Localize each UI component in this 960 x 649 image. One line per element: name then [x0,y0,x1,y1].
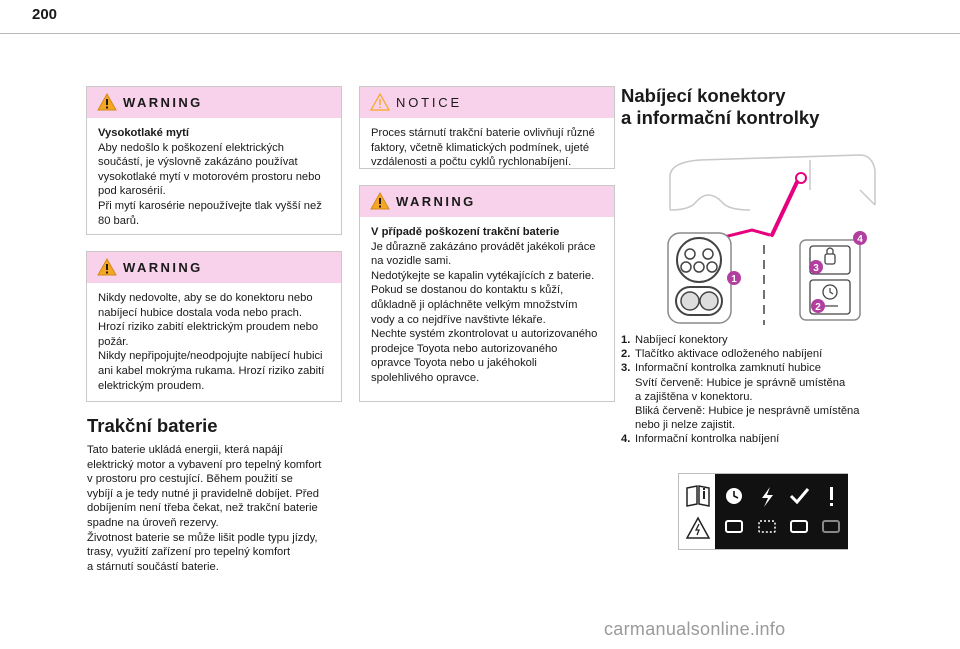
traction-battery-text [87,443,347,574]
heading-line: a informační kontrolky [621,107,820,128]
text-line: faktory, včetně klimatických podmínek, ujeté [371,141,590,154]
list-subtext: nebo ji nelze zajistit. [635,419,736,432]
warning-header [87,252,341,283]
text-line: opravce Toyota nebo u jakéhokoli [371,357,537,370]
text-line: Tato baterie ukládá energii, která napájí [87,444,283,456]
warning-outline-icon [687,518,709,538]
warning-triangle-icon [97,93,117,111]
text-line: Pokud se dostanou do kontaktu s kůží, [371,284,564,297]
text-line: spadne na úroveň rezervy. [87,516,219,529]
text-line: trasy, využití zařízení pro tepelný komfort [87,546,291,559]
text-line: dobíjením není třeba čekat, než trakční baterie [87,502,318,515]
text-line: Při mytí karosérie nepoužívejte tlak vyšší než [98,199,322,212]
list-text: Tlačítko aktivace odloženého nabíjení [635,348,823,361]
warning-triangle-icon [370,192,390,210]
list-item [621,347,901,361]
text-line: vzdálenosti a počtu cyklů rychlonabíjení. [371,156,572,169]
callout-3: 3 [813,263,819,274]
top-divider [0,33,960,34]
page-number: 200 [32,6,58,23]
text-line: nabíjecí hubice dostala voda nebo prach. [98,306,303,319]
warning-label: WARNING [123,260,203,275]
text-line: vysokotlaké mytí v motorovém prostoru nebo [98,170,321,183]
callout-4: 4 [857,234,863,245]
warning-box-water [86,251,342,402]
text-line: vody a co nejdříve navštivte lékaře. [371,313,546,326]
car-outline [670,155,875,210]
charging-indicator-panel [678,473,848,550]
connector-legend-list [621,333,901,447]
callout-1: 1 [731,274,737,285]
text-line: Životnost baterie se může lišit podle typu jízdy, [87,531,318,544]
text-line: a stárnutí součástí baterie. [87,560,219,573]
text-line: Hrozí riziko zabití elektrickým proudem nebo [98,321,319,334]
exclamation-icon [830,487,833,506]
warning-header [87,87,341,118]
text-line: ani kabel mokrýma rukama. Hrozí riziko zabití [98,364,325,377]
notice-triangle-icon [370,93,390,111]
notice-header [360,87,614,118]
warning-box-battery-damage [359,185,615,402]
notice-label: NOTICE [396,95,462,110]
text-line: Aby nedošlo k poškození elektrických [98,141,284,154]
text-line: elektrický motor a vybavení pro tepelný komfort [87,458,322,471]
text-line: vybíjí a je tedy nutné ji pravidelně dobíjet. Před [87,487,319,500]
warning-title: Vysokotlaké mytí [98,127,189,139]
pointer-line [772,182,797,235]
list-number: 4. [621,433,631,446]
clock-icon [726,488,742,504]
list-item [621,361,901,375]
text-line: Nikdy nepřipojujte/neodpojujte nabíjecí hubici [98,350,323,363]
indicator-display [715,474,848,549]
section-heading-traction-battery: Trakční baterie [87,415,218,436]
list-number: 2. [621,348,631,361]
status-bar-3 [791,521,807,532]
notice-box [359,86,615,169]
text-line: Proces stárnutí trakční baterie ovlivňují různé [371,127,595,139]
heading-line: Nabíjecí konektory [621,85,786,106]
warning-box-high-pressure [86,86,342,235]
text-line: důkladně ji opláchněte velkým množstvím [371,298,578,311]
status-bar-2 [759,521,775,532]
callout-2: 2 [815,302,821,313]
text-line: na vozidle sami. [371,255,452,268]
list-subtext: a zajištěna v konektoru. [635,390,753,403]
status-bar-4 [823,521,839,532]
warning-label: WARNING [396,194,476,209]
warning-label: WARNING [123,95,203,110]
warning-title: V případě poškození trakční baterie [371,226,560,238]
list-subtext: Svítí červeně: Hubice je správně umístěna [635,376,846,389]
text-line: Nedotýkejte se kapalin vytékajících z baterie. [371,269,595,282]
section-heading-charging-connectors [621,85,819,129]
watermark: carmanualsonline.info [604,619,786,639]
text-line: součástí, je výslovně zakázáno používat [98,156,298,169]
list-text: Informační kontrolka zamknutí hubice [635,362,821,375]
text-line: Nechte systém zkontrolovat u autorizovaného [371,328,598,341]
charging-port-illustration [660,150,880,330]
text-line: pod karosérií. [98,185,166,198]
text-line: požár. [98,335,129,348]
list-item [621,432,901,446]
text-line: spolehlivého opravce. [371,371,480,384]
text-line: Je důrazně zakázáno provádět jakékoli práce [371,240,596,253]
check-icon [791,489,808,502]
warning-triangle-icon [97,258,117,276]
list-number: 3. [621,362,631,375]
lightning-icon [762,487,773,507]
list-subtext: Bliká červeně: Hubice je nesprávně umístěna [635,405,860,418]
status-bar-1 [726,521,742,532]
text-line: Nikdy nedovolte, aby se do konektoru nebo [98,292,313,304]
list-text: Informační kontrolka nabíjení [635,433,780,446]
text-line: prodejce Toyota nebo autorizovaného [371,342,558,355]
list-number: 1. [621,334,631,346]
list-item [621,333,901,347]
manual-info-icon [687,486,709,506]
text-line: v prostoru pro cestující. Během použití se [87,473,293,486]
text-line: 80 barů. [98,214,140,227]
list-text: Nabíjecí konektory [635,334,728,346]
warning-header [360,186,614,217]
text-line: elektrickým proudem. [98,379,205,392]
